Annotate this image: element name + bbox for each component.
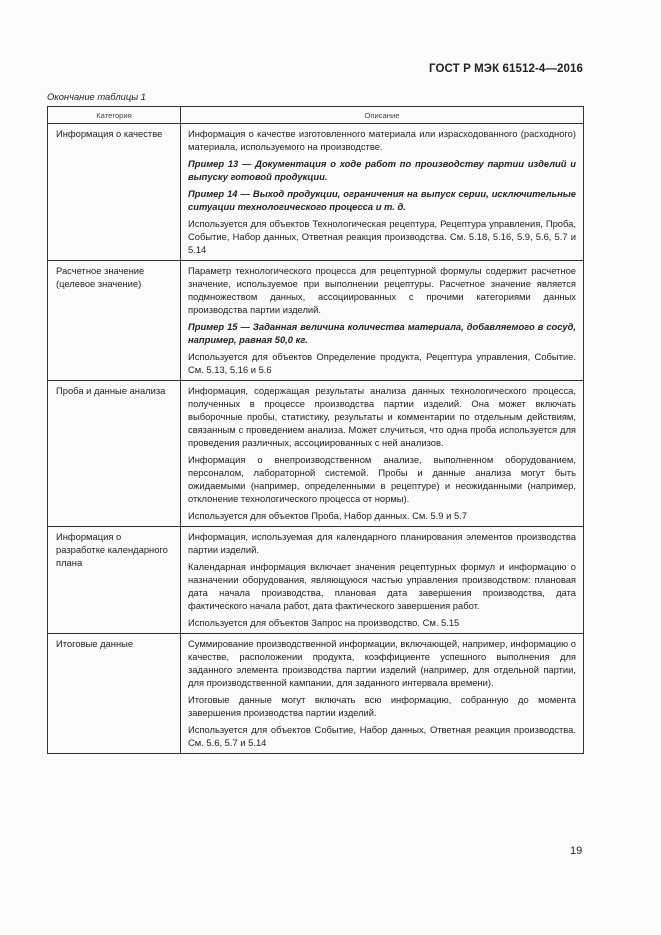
example-paragraph: Пример 15 — Заданная величина количества материала, добавляемого в сосуд, например, равная 50,0 кг. — [188, 321, 576, 345]
description-paragraph: Суммирование производственной информации, включающей, например, информацию о качестве, расположении продукта, коэффициенте успешного выполнения для заданного элемента производства партии изделий (например, для отдельной партии, для производственной кампании, для заданного интервала времени). — [188, 638, 576, 688]
description-paragraph: Информация, используемая для календарного планирования элементов производства партии изделий. — [188, 531, 576, 555]
description-paragraph: Используется для объектов Проба, Набор данных. См. 5.9 и 5.7 — [188, 510, 468, 521]
document-standard-header: ГОСТ Р МЭК 61512-4—2016 — [429, 63, 583, 75]
table-header-row — [48, 107, 584, 124]
description-paragraph: Используется для объектов Событие, Набор данных, Ответная реакция производства. См. 5.6, 5.7 и 5.14 — [188, 724, 576, 748]
page-number: 19 — [570, 845, 583, 857]
description-paragraph: Итоговые данные могут включать всю информацию, собранную до момента завершения производства партии изделий. — [188, 694, 576, 718]
table-row — [48, 261, 584, 381]
category-cell: Информация о разработке календарного плана — [48, 527, 181, 634]
category-cell: Расчетное значение (целевое значение) — [48, 261, 181, 381]
column-header-category: Категория — [48, 107, 181, 124]
description-paragraph: Календарная информация включает значения рецептурных формул и информацию о назначении оборудования, являющуюся частью управления производством: плановая дата начала производства, плановая дата завершения производства, дата фактического начала работ, дата фактического завершения работ. — [188, 561, 576, 611]
description-cell — [181, 381, 584, 527]
description-paragraph: Используется для объектов Технологическая рецептура, Рецептура управления, Проба, Событие, Набор данных, Ответная реакция производства. См. 5.18, 5.16, 5.9, 5.6, 5.7 и 5.14 — [188, 218, 576, 255]
table-row — [48, 527, 584, 634]
description-paragraph: Параметр технологического процесса для рецептурной формулы содержит расчетное значение, используемое при выполнении рецептуры. Расчетное значение является подмножеством данных, ассоциированных с прочими категориями данных производства партии изделий. — [188, 265, 576, 315]
description-cell — [181, 527, 584, 634]
example-paragraph: Пример 14 — Выход продукции, ограничения на выпуск серии, исключительные ситуации технологического процесса и т. д. — [188, 188, 576, 212]
table-row — [48, 381, 584, 527]
category-cell: Проба и данные анализа — [48, 381, 181, 527]
table-row — [48, 124, 584, 261]
table-caption: Окончание таблицы 1 — [47, 91, 146, 102]
description-paragraph: Информация о внепроизводственном анализе, выполненном оборудованием, персоналом, лабораторной системой. Пробы и данные анализа могут быть ожидаемыми (например, определенными в рецептуре) и неожиданными (например, отклонение технологического процесса от нормы). — [188, 454, 576, 504]
category-cell: Итоговые данные — [48, 634, 181, 754]
description-cell — [181, 124, 584, 261]
description-paragraph: Информация о качестве изготовленного материала или израсходованного (расходного) материала, используемого на производстве. — [188, 128, 576, 152]
description-paragraph: Используется для объектов Определение продукта, Рецептура управления, Событие. См. 5.13, 5.16 и 5.6 — [188, 351, 576, 375]
description-paragraph: Используется для объектов Запрос на производство. См. 5.15 — [188, 617, 460, 628]
example-paragraph: Пример 13 — Документация о ходе работ по производству партии изделий и выпуску готовой продукции. — [188, 158, 576, 182]
table-row — [48, 634, 584, 754]
data-table — [47, 106, 584, 754]
category-cell: Информация о качестве — [48, 124, 181, 261]
description-cell — [181, 634, 584, 754]
description-cell — [181, 261, 584, 381]
column-header-description: Описание — [181, 107, 584, 124]
description-paragraph: Информация, содержащая результаты анализа данных технологического процесса, полученных в процессе производства партии изделий. Она может включать выборочные пробы, статистику, результаты и комментарии по отдельным действиям, связанным с проведением анализа. Может случиться, что одна проба используется для проведения различных, ассоциированных с ней анализов. — [188, 385, 576, 448]
